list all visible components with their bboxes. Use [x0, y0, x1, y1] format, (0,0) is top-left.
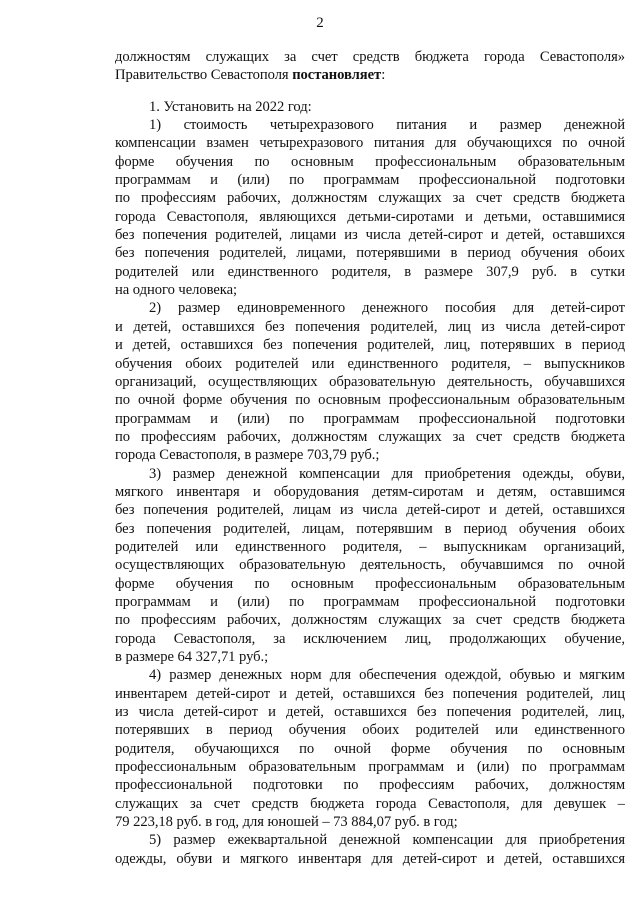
- item-1-line: программам и (или) по программам профессиональной подготовки: [115, 172, 625, 189]
- item-4-line: потерявших в период обучения обоих родителей или единственного: [115, 722, 625, 739]
- item-3-line: форме обучения по основным профессиональным образовательным: [115, 575, 625, 592]
- item-4-line: инвентарем детей-сирот и детей, оставшихся без попечения родителей, лиц: [115, 685, 625, 702]
- item-1-line: родителей или единственного родителя, в размере 307,9 руб. в сутки: [115, 263, 625, 280]
- item-4-line: из числа детей-сирот и детей, оставшихся без попечения родителей, лиц,: [115, 704, 625, 721]
- document-body: [115, 48, 625, 868]
- intro-line-1: должностям служащих за счет средств бюджета города Севастополя»: [115, 49, 625, 65]
- item-5: [115, 831, 625, 868]
- item-3-line: осуществляющих образовательную деятельность, обучавшимся по очной: [115, 557, 625, 574]
- item-3-line: в размере 64 327,71 руб.;: [115, 649, 269, 665]
- item-4-line: родителя, обучающихся по очной форме обучения по основным: [115, 740, 625, 757]
- item-3-line: без попечения родителей, лицам, потерявшим в период обучения обоих: [115, 520, 625, 537]
- item-1-line: компенсации взамен четырехразового питания для обучающихся по очной: [115, 135, 625, 152]
- item-2: [115, 299, 625, 464]
- item-3-line: программам и (или) по программам профессиональной подготовки: [115, 593, 625, 610]
- item-2-line: 2) размер единовременного денежного пособия для детей-сирот: [149, 300, 625, 317]
- item-5-line: одежды, обуви и мягкого инвентаря для детей-сирот и детей, оставшихся: [115, 850, 625, 867]
- item-1-line: по профессиям рабочих, должностям служащих за счет средств бюджета: [115, 190, 625, 207]
- item-1-line: города Севастополя, являющихся детьми-сиротами и детьми, оставшимися: [115, 208, 625, 225]
- intro-line-2-prefix: Правительство Севастополя: [115, 67, 293, 84]
- item-3-line: родителей или единственного родителя, – выпускникам организаций,: [115, 538, 625, 555]
- item-3-line: 3) размер денежной компенсации для приобретения одежды, обуви,: [149, 465, 625, 482]
- item-4-line: профессиональным образовательным программам и (или) по программам: [115, 759, 625, 776]
- item-1-line: на одного человека;: [115, 282, 238, 299]
- item-4-line: 4) размер денежных норм для обеспечения одеждой, обувью и мягким: [149, 667, 625, 684]
- item-3-line: без попечения родителей, лицам из числа детей-сирот и детей, оставшихся: [115, 502, 625, 519]
- item-2-line: и детей, оставшихся без попечения родителей, лиц из числа детей-сирот: [115, 318, 625, 335]
- item-2-line: программам и (или) по программам профессиональной подготовки: [115, 410, 625, 427]
- page-number: 2: [316, 15, 324, 31]
- item-1-line: 1) стоимость четырехразового питания и размер денежной: [149, 117, 625, 134]
- item-2-line: по очной форме обучения по основным профессиональным образовательным: [115, 392, 625, 409]
- item-4-line: 79 223,18 руб. в год, для юношей – 73 884,07 руб. в год;: [115, 814, 458, 831]
- item-3-line: мягкого инвентаря и оборудования детям-сиротам и детям, оставшимся: [115, 483, 625, 500]
- item-1: [115, 116, 625, 299]
- item-2-line: по профессиям рабочих, должностям служащих за счет средств бюджета: [115, 428, 625, 445]
- item-1-line: без попечения родителей, лицами, потерявшими в период обучения обоих: [115, 245, 625, 262]
- item-1-line: без попечения родителей, лицами из числа детей-сирот и детей, оставшихся: [115, 227, 625, 244]
- item-2-line: обучения обоих родителей или единственного родителя, – выпускников: [115, 355, 625, 372]
- intro-line-2-suffix: :: [381, 67, 386, 84]
- item-4-line: профессиональной подготовки по профессиям рабочих, должностям: [115, 777, 625, 794]
- paragraph-gap: [115, 85, 625, 98]
- item-2-line: и детей, оставшихся без попечения родителей, лиц, потерявших в период: [115, 337, 625, 354]
- decree-keyword: постановляет: [292, 67, 382, 84]
- item-1-line: форме обучения по основным профессиональным образовательным: [115, 153, 625, 170]
- intro-line-2: [115, 66, 625, 84]
- item-3-line: по профессиям рабочих, должностям служащих за счет средств бюджета: [115, 612, 625, 629]
- item-4-line: служащих за счет средств бюджета города Севастополя, для девушек –: [115, 795, 625, 812]
- item-3: [115, 465, 625, 667]
- item-2-line: организаций, осуществляющих образовательную деятельность, обучавшихся: [115, 373, 625, 390]
- item-2-line: города Севастополя, в размере 703,79 руб.;: [115, 447, 380, 464]
- section-1-heading: 1. Установить на 2022 год:: [149, 98, 312, 115]
- item-3-line: города Севастополя, за исключением лиц, продолжающих обучение,: [115, 630, 625, 647]
- item-4: [115, 666, 625, 831]
- item-5-line: 5) размер ежеквартальной денежной компенсации для приобретения: [149, 832, 625, 849]
